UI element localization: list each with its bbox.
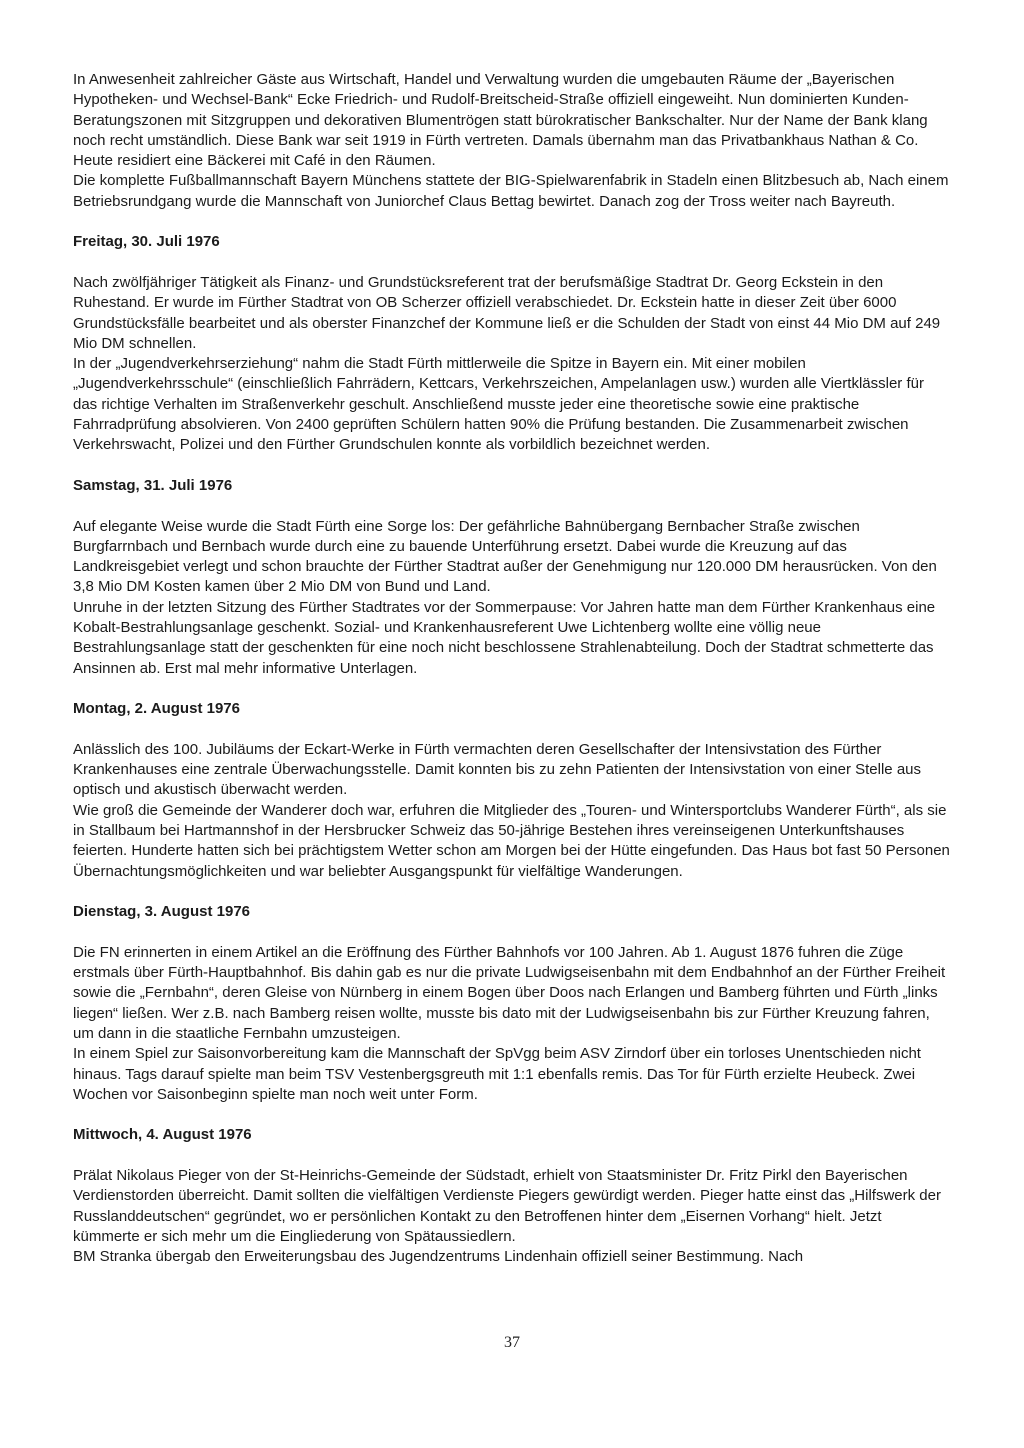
paragraph: BM Stranka übergab den Erweiterungsbau des Jugendzentrums Lindenhain offiziell seiner Bestimmung. Nach bbox=[73, 1248, 804, 1266]
document-body bbox=[73, 70, 951, 1268]
paragraph: Unruhe in der letzten Sitzung des Fürther Stadtrates vor der Sommerpause: Vor Jahren hatte man dem Fürther Krankenhaus eine Kobalt-Bestrahlungsanlage geschenkt. Sozial- und Krankenhausreferent Uwe Lichtenberg wollte eine völlig neue Bestrahlungsanlage statt der geschenkten für eine noch nicht beschlossene Strahlenabteilung. Doch der Stadtrat schmetterte das Ansinnen ab. Erst mal mehr informative Unterlagen. bbox=[73, 598, 936, 677]
paragraph: In einem Spiel zur Saisonvorbereitung kam die Mannschaft der SpVgg beim ASV Zirndorf über ein torloses Unentschieden nicht hinaus. Tags darauf spielte man beim TSV Vestenbergsgreuth mit 1:1 ebenfalls remis. Das Tor für Fürth erzielte Heubeck. Zwei Wochen vor Saisonbeginn spielte man noch weit unter Form. bbox=[73, 1045, 921, 1103]
paragraph: Anlässlich des 100. Jubiläums der Eckart-Werke in Fürth vermachten deren Gesellschafter der Intensivstation des Fürther Krankenhauses eine zentrale Überwachungsstelle. Damit konnten bis zu zehn Patienten der Intensivstation von einer Stelle aus optisch und akustisch überwacht werden. bbox=[73, 740, 922, 799]
paragraph: Die komplette Fußballmannschaft Bayern Münchens stattete der BIG-Spielwarenfabrik in Stadeln einen Blitzbesuch ab, Nach einem Betriebsrundgang wurde die Mannschaft von Juniorchef Claus Bettag bewirtet. Danach zog der Tross weiter nach Bayreuth. bbox=[73, 172, 949, 210]
paragraph: In der „Jugendverkehrserziehung“ nahm die Stadt Fürth mittlerweile die Spitze in Bayern ein. Mit einer mobilen „Jugendverkehrsschule“ (einschließlich Fahrrädern, Kettcars, Verkehrszeichen, Ampelanlagen usw.) wurden alle Viertklässler für das richtige Verhalten im Straßenverkehr geschult. Anschließend musste jeder eine theoretische sowie eine praktische Fahrradprüfung absolvieren. Von 2400 geprüften Schülern hatten 90% die Prüfung bestanden. Die Zusammenarbeit zwischen Verkehrswacht, Polizei und den Fürther Grundschulen konnte als vorbildlich bezeichnet werden. bbox=[73, 355, 924, 454]
chronicle-section-freitag bbox=[73, 232, 951, 455]
chronicle-section-mittwoch bbox=[73, 1125, 951, 1267]
paragraph: Nach zwölfjähriger Tätigkeit als Finanz- und Grundstücksreferent trat der berufsmäßige Stadtrat Dr. Georg Eckstein in den Ruhestand. Er wurde im Fürther Stadtrat von OB Scherzer offiziell verabschiedet. Dr. Eckstein hatte in dieser Zeit über 6000 Grundstücksfälle bearbeitet und als oberster Finanzchef der Kommune ließ er die Schulden der Stadt von einst 44 Mio DM auf 249 Mio DM schnellen. bbox=[73, 273, 941, 352]
paragraph: Wie groß die Gemeinde der Wanderer doch war, erfuhren die Mitglieder des „Touren- und Wintersportclubs Wanderer Fürth“, als sie in Stallbaum bei Hartmannshof in der Hersbrucker Schweiz das 50-jährige Bestehen ihres vereinseigenen Unterkunftshauses feierten. Hunderte hatten sich bei prächtigstem Wetter schon am Morgen bei der Hütte eingefunden. Das Haus bot fast 50 Personen Übernachtungsmöglichkeiten und war beliebter Ausgangspunkt für vielfältige Wanderungen. bbox=[73, 801, 950, 880]
paragraph: Auf elegante Weise wurde die Stadt Fürth eine Sorge los: Der gefährliche Bahnübergang Bernbacher Straße zwischen Burgfarrnbach und Bernbach wurde durch eine zu bauende Unterführung ersetzt. Dabei wurde die Kreuzung auf das Landkreisgebiet verlegt und schon brauchte der Fürther Stadtrat außer der Genehmigung nur 120.000 DM herausrücken. Von den 3,8 Mio DM Kosten kamen über 2 Mio DM von Bund und Land. bbox=[73, 517, 937, 596]
chronicle-section-dienstag bbox=[73, 902, 951, 1105]
chronicle-section-intro bbox=[73, 70, 951, 212]
date-heading: Dienstag, 3. August 1976 bbox=[73, 903, 250, 921]
paragraph: In Anwesenheit zahlreicher Gäste aus Wirtschaft, Handel und Verwaltung wurden die umgebauten Räume der „Bayerischen Hypotheken- und Wechsel-Bank“ Ecke Friedrich- und Rudolf-Breitscheid-Straße offiziell eingeweiht. Nun dominierten Kunden-Beratungszonen mit Sitzgruppen und dekorativen Blumentrögen statt bürokratischer Bankschalter. Nur der Name der Bank klang noch recht umständlich. Diese Bank war seit 1919 in Fürth vertreten. Damals übernahm man das Privatbankhaus Nathan & Co. Heute residiert eine Bäckerei mit Café in den Räumen. bbox=[73, 71, 928, 170]
paragraph: Die FN erinnerten in einem Artikel an die Eröffnung des Fürther Bahnhofs vor 100 Jahren. Ab 1. August 1876 fuhren die Züge erstmals über Fürth-Hauptbahnhof. Bis dahin gab es nur die private Ludwigseisenbahn mit dem Endbahnhof an der Fürther Freiheit sowie die „Fernbahn“, deren Gleise von Nürnberg in einem Bogen über Doos nach Erlangen und Bamberg führten und Fürth „links liegen“ ließen. Wer z.B. nach Bamberg reisen wollte, musste bis dato mit der Ludwigseisenbahn bis zur Fürther Kreuzung fahren, um dann in die staatliche Fernbahn umzusteigen. bbox=[73, 943, 946, 1042]
chronicle-section-samstag bbox=[73, 476, 951, 679]
page-number: 37 bbox=[504, 1334, 520, 1351]
paragraph: Prälat Nikolaus Pieger von der St-Heinrichs-Gemeinde der Südstadt, erhielt von Staatsminister Dr. Fritz Pirkl den Bayerischen Verdienstorden überreicht. Damit sollten die vielfältigen Verdienste Piegers gewürdigt werden. Pieger hatte einst das „Hilfswerk der Russlanddeutschen“ gegründet, wo er persönlichen Kontakt zu den Betroffenen hinter dem „Eisernen Vorhang“ hielt. Jetzt kümmerte er sich mehr um die Eingliederung von Spätaussiedlern. bbox=[73, 1167, 941, 1245]
date-heading: Freitag, 30. Juli 1976 bbox=[73, 233, 220, 251]
date-heading: Montag, 2. August 1976 bbox=[73, 700, 240, 718]
date-heading: Samstag, 31. Juli 1976 bbox=[73, 476, 233, 494]
chronicle-section-montag bbox=[73, 699, 951, 882]
date-heading: Mittwoch, 4. August 1976 bbox=[73, 1126, 252, 1144]
